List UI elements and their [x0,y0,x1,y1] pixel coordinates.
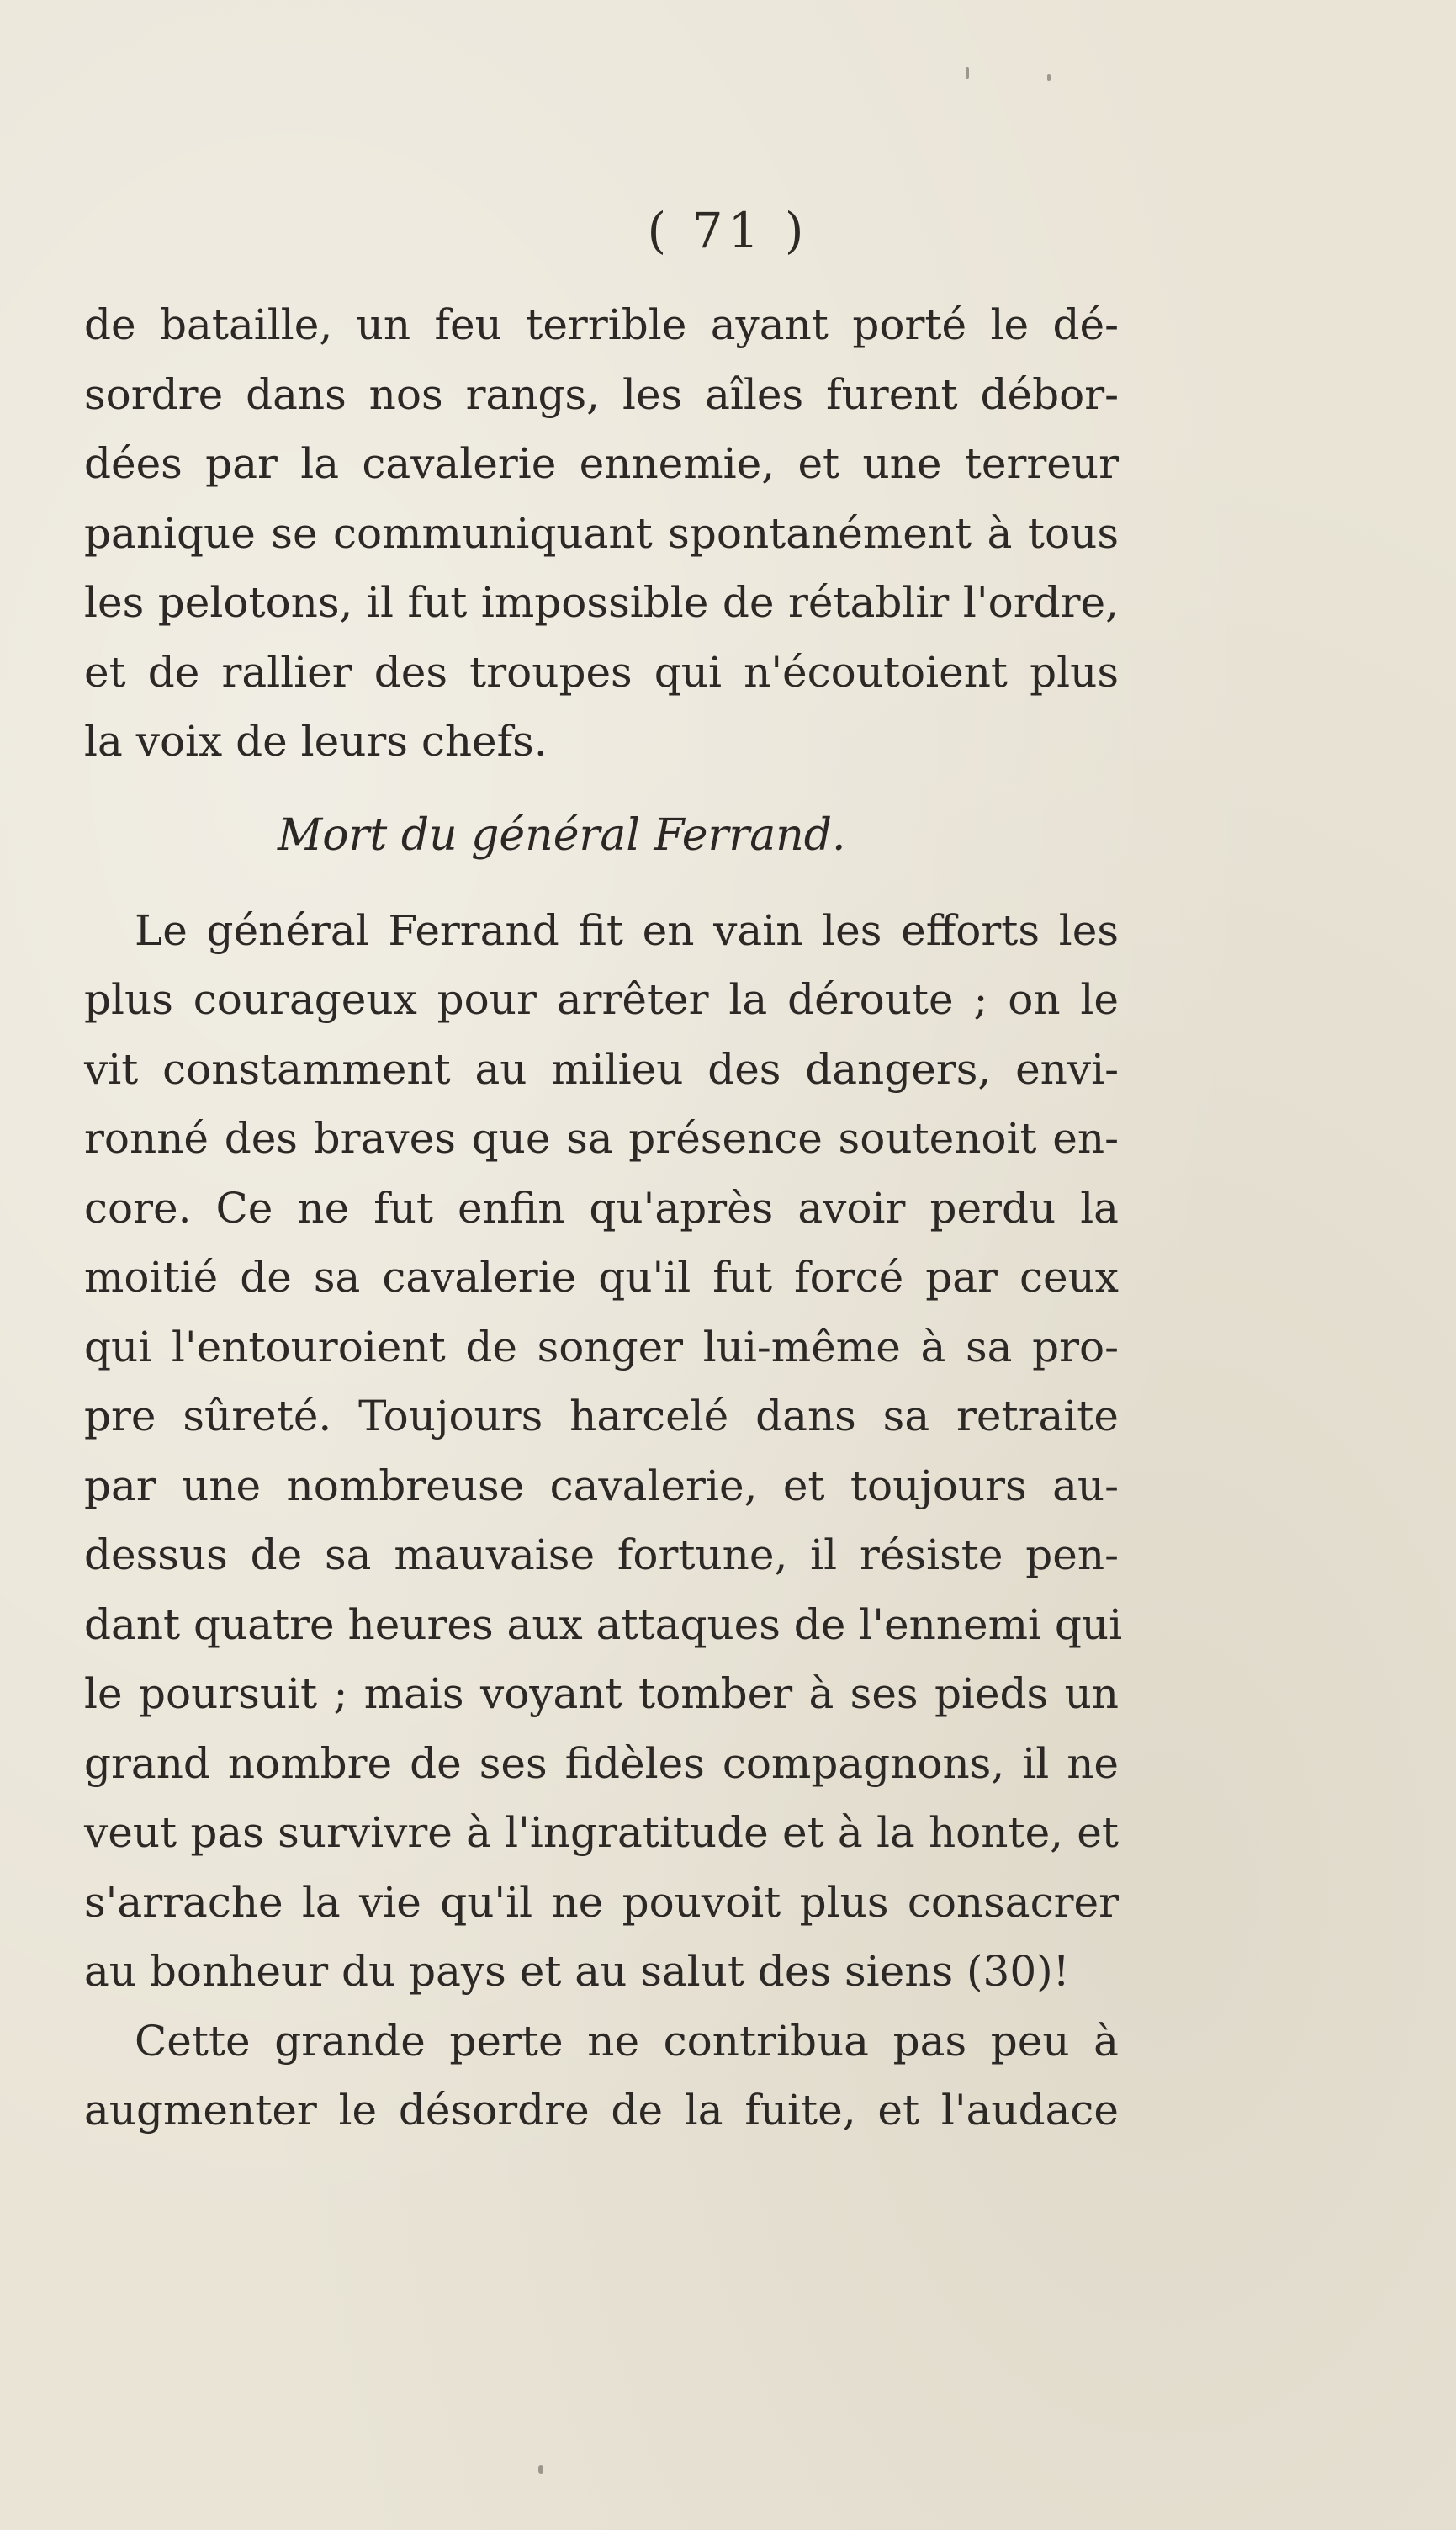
text-line: plus courageux pour arrêter la déroute ; on le [84,975,1119,1024]
text-line: veut pas survivre à l'ingratitude et à la honte, et [84,1808,1119,1857]
text-line: et de rallier des troupes qui n'écoutoient plus [84,647,1119,697]
page-text [84,290,1123,2145]
text-line: dant quatre heures aux attaques de l'ennemi qui [84,1599,1123,1649]
text-line: panique se communiquant spontanément à tous [84,508,1119,558]
text-line: Le général Ferrand fit en vain les efforts les [135,905,1119,955]
text-line: vit constamment au milieu des dangers, envi- [84,1044,1119,1094]
text-line: qui l'entouroient de songer lui-même à sa pro- [84,1322,1119,1371]
paragraph-2 [84,896,1123,2007]
section-heading: Mort du général Ferrand. [278,809,846,861]
text-line: dées par la cavalerie ennemie, et une terreur [84,439,1119,488]
text-line: dessus de sa mauvaise fortune, il résiste pen- [84,1530,1119,1579]
paper-speck [1047,74,1051,81]
text-line: core. Ce ne fut enfin qu'après avoir perdu la [84,1183,1119,1233]
paper-speck [966,67,969,79]
text-line: grand nombre de ses fidèles compagnons, il ne [84,1738,1119,1788]
text-line: s'arrache la vie qu'il ne pouvoit plus consacrer [84,1877,1119,1927]
text-line: sordre dans nos rangs, les aîles furent débor- [84,369,1119,419]
text-line: de bataille, un feu terrible ayant porté le dé- [84,300,1119,349]
text-line: augmenter le désordre de la fuite, et l'audace [84,2086,1119,2135]
text-line: les pelotons, il fut impossible de rétablir l'ordre, [84,578,1119,627]
page-number: ( 71 ) [647,202,809,259]
text-line: ronné des braves que sa présence soutenoit en- [84,1114,1119,1163]
text-line: moitié de sa cavalerie qu'il fut forcé par ceux [84,1253,1119,1302]
text-line: Cette grande perte ne contribua pas peu à [135,2016,1119,2066]
text-line: par une nombreuse cavalerie, et toujours au- [84,1461,1119,1510]
paper-speck [538,2465,543,2474]
text-line: la voix de leurs chefs. [84,717,548,766]
text-line: pre sûreté. Toujours harcelé dans sa retraite [84,1392,1119,1440]
paragraph-3 [84,2007,1119,2145]
paragraph-1 [84,290,1119,777]
text-line: le poursuit ; mais voyant tomber à ses pieds un [84,1669,1119,1718]
text-line: au bonheur du pays et au salut des siens (30)! [84,1947,1070,1996]
